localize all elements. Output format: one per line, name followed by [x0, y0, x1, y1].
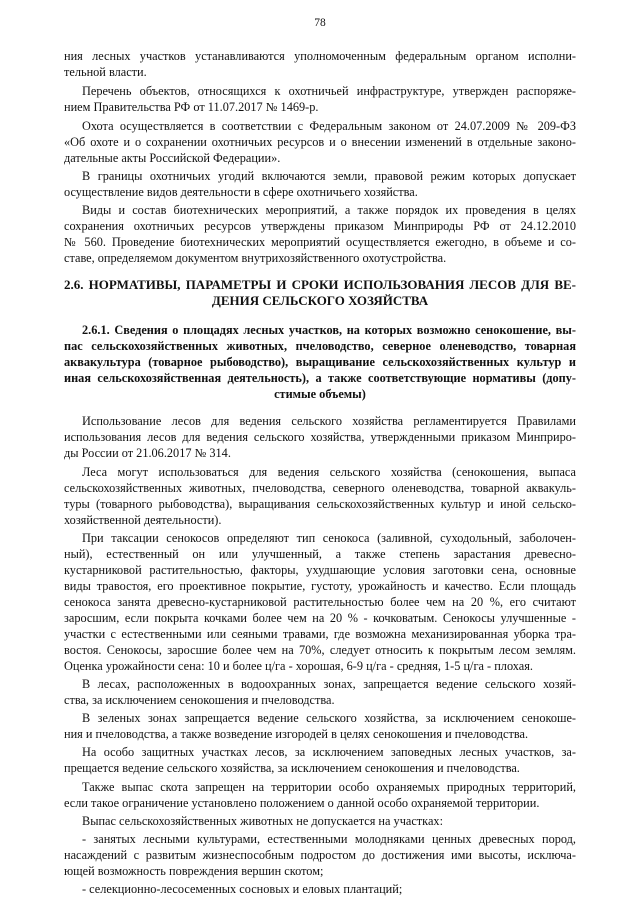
text-line: хозяйственной деятельности).	[64, 513, 222, 527]
text-line: В зеленых зонах запрещается ведение сельского хозяйства, за исключением сенокоше-	[82, 711, 576, 725]
text-line: заросшим, если покрыта кочками более чем на 20 % - кочковатым. Сенокосы улучшенные -	[64, 611, 576, 625]
text-line: В лесах, расположенных в водоохранных зонах, запрещается ведение сельского хозяй-	[82, 677, 576, 691]
text-line: пас сельскохозяйственных животных, пчеловодство, северное оленеводство, товарная	[64, 339, 576, 353]
text-line: ства, за исключением сенокошения и пчеловодства.	[64, 693, 335, 707]
text-line: дательные акты Российской Федерации».	[64, 151, 281, 165]
text-line: сенокоса занята древесно-кустарниковой растительностью более чем на 20 %, его считают	[64, 595, 576, 609]
text-line: тельной власти.	[64, 65, 147, 79]
text-line: - селекционно-лесосеменных сосновых и еловых плантаций;	[82, 882, 403, 896]
text-line: сохранения охотничьих ресурсов утверждены приказом Минприроды РФ от 24.12.2010	[64, 219, 576, 233]
text-line: Также выпас скота запрещен на территории особо охраняемых природных территорий,	[82, 780, 576, 794]
text-line: Оценка урожайности сена: 10 и более ц/га - хорошая, 6-9 ц/га - средняя, 1-5 ц/га - плохая.	[64, 659, 533, 673]
text-line: участки с естественными или сеяными травами, где возможна механизированная уборка тра-	[64, 627, 576, 641]
text-line: Охота осуществляется в соответствии с Федеральным законом от 24.07.2009 № 209-ФЗ	[82, 119, 576, 133]
text-line: кустарниковой растительностью, факторы, ухудшающие условия заготовки сена, основные	[64, 563, 576, 577]
text-line: если такое ограничение установлено положением о данной особо охраняемой территории.	[64, 796, 540, 810]
text-line: Использование лесов для ведения сельского хозяйства регламентируется Правилами	[82, 414, 576, 428]
text-line: востоя. Сенокосы, заросшие более чем на 70%, следует относить к покрытым лесом землям.	[64, 643, 576, 657]
text-line: 2.6.1. Сведения о площадях лесных участков, на которых возможно сенокошение, вы-	[82, 323, 576, 337]
text-line: ДЕНИЯ СЕЛЬСКОГО ХОЗЯЙСТВА	[211, 293, 429, 308]
text-line: ставе, определяемом документом внутрихозяйственного охотустройства.	[64, 251, 447, 265]
text-line: Выпас сельскохозяйственных животных не допускается на участках:	[82, 814, 443, 828]
text-line: Перечень объектов, относящихся к охотничьей инфраструктуре, утвержден распоряже-	[82, 84, 576, 98]
text-line: ды России от 21.06.2017 № 314.	[64, 446, 231, 460]
text-line: Виды и состав биотехнических мероприятий, а также порядок их проведения в целях	[82, 203, 576, 217]
text-line: туры (товарного рыбоводства), выращивания сельскохозяйственных культур и иной сельско-	[64, 497, 576, 511]
text-line: «Об охоте и о сохранении охотничьих ресурсов и о внесении изменений в отдельные законо-	[64, 135, 576, 149]
text-line: На особо защитных участках лесов, за исключением заповедных лесных участков, за-	[82, 745, 576, 759]
text-line: ния лесных участков устанавливаются уполномоченным федеральным органом исполни-	[64, 49, 576, 63]
text-line: осуществление видов деятельности в сфере охотничьего хозяйства.	[64, 185, 418, 199]
text-line: прещается ведение сельского хозяйства, за исключением сенокошения и пчеловодства.	[64, 761, 520, 775]
text-line: При таксации сенокосов определяют тип сенокоса (заливной, суходольный, заболочен-	[82, 531, 576, 545]
text-line: виды травостоя, его проективное покрытие, густоту, урожайность и качество. Если площадь	[64, 579, 576, 593]
page-number: 78	[314, 17, 326, 29]
text-line: В границы охотничьих угодий включаются земли, правовой режим которых допускает	[82, 169, 576, 183]
text-line: № 560. Проведение биотехнических мероприятий осуществляется ежегодно, в объеме и со-	[64, 235, 576, 249]
text-line: нием Правительства РФ от 11.07.2017 № 1469-р.	[64, 100, 319, 114]
text-line: иная сельскохозяйственная деятельность), а также соответствующие нормативы (допу-	[64, 371, 576, 385]
text-line: Леса могут использоваться для ведения сельского хозяйства (сенокошения, выпаса	[82, 465, 576, 479]
text-line: стимые объемы)	[274, 387, 366, 401]
text-line: ющей возможность повреждения вершин скотом;	[64, 864, 324, 878]
text-line: ния и пчеловодства, а также возведение изгородей в целях сенокошения и пчеловодства.	[64, 727, 529, 741]
text-line: насаждений с развитым жизнеспособным подростом до достижения ими высоты, исключа-	[64, 848, 576, 862]
text-line: 2.6. НОРМАТИВЫ, ПАРАМЕТРЫ И СРОКИ ИСПОЛЬЗОВАНИЯ ЛЕСОВ ДЛЯ ВЕ-	[64, 277, 576, 292]
text-line: сельскохозяйственных животных, пчеловодства, северного оленеводства, товарной аквакуль-	[64, 481, 576, 495]
text-line: использования лесов для ведения сельского хозяйства, утвержденными приказом Минприро-	[64, 430, 576, 444]
text-line: - занятых лесными культурами, естественными молодняками ценных древесных пород,	[82, 832, 576, 846]
text-line: аквакультура (товарное рыбоводство), выращивание сельскохозяйственных культур и	[64, 355, 576, 369]
text-line: ный), естественный он или улучшенный, а также степень зарастания древесно-	[64, 547, 576, 561]
